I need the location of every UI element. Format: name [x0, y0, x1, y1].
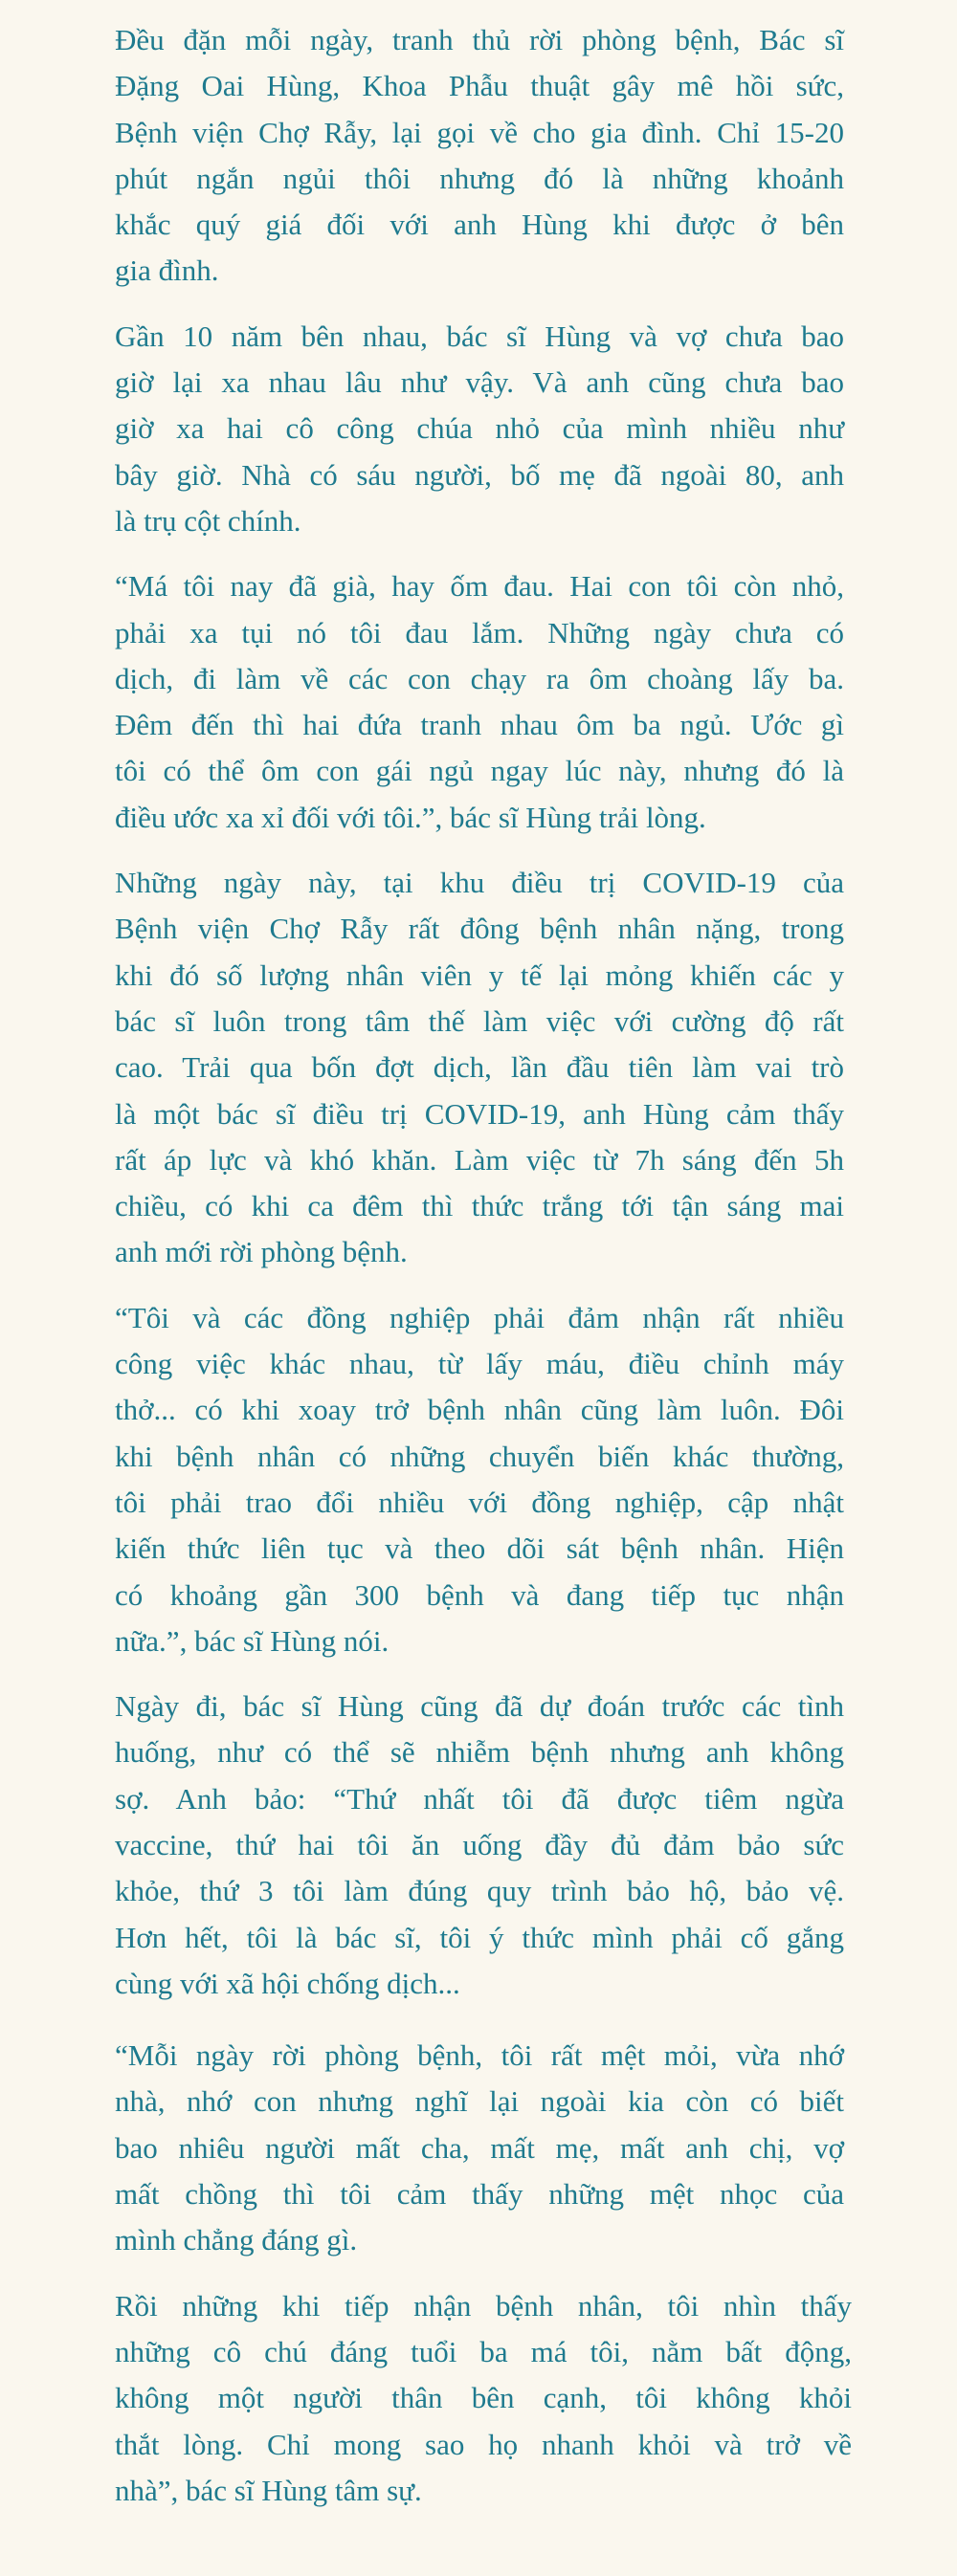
- paragraph-line: mất chồng thì tôi cảm thấy những mệt nhọc của: [115, 2177, 844, 2212]
- paragraph-line: nhà, nhớ con nhưng nghĩ lại ngoài kia còn có biết: [115, 2084, 844, 2119]
- paragraph-line: Những ngày này, tại khu điều trị COVID-19 của: [115, 866, 844, 900]
- paragraph-line: giờ lại xa nhau lâu như vậy. Và anh cũng chưa bao: [115, 365, 844, 400]
- paragraph-line: bây giờ. Nhà có sáu người, bố mẹ đã ngoài 80, anh: [115, 457, 844, 492]
- article-paragraph: [115, 860, 844, 1276]
- paragraph-line: tôi phải trao đổi nhiều với đồng nghiệp, cập nhật: [115, 1485, 844, 1519]
- paragraph-line: rất áp lực và khó khăn. Làm việc từ 7h sáng đến 5h: [115, 1142, 844, 1177]
- paragraph-line: gia đình.: [115, 253, 219, 288]
- paragraph-line: Hơn hết, tôi là bác sĩ, tôi ý thức mình phải cố gắng: [115, 1920, 844, 1954]
- article-paragraph: [115, 17, 844, 295]
- paragraph-line: bác sĩ luôn trong tâm thế làm việc với cường độ rất: [115, 1003, 844, 1038]
- paragraph-line: sợ. Anh bảo: “Thứ nhất tôi đã được tiêm ngừa: [115, 1781, 844, 1816]
- article-paragraph: [115, 2283, 852, 2514]
- paragraph-line: khi bệnh nhân có những chuyển biến khác thường,: [115, 1439, 844, 1473]
- paragraph-line: cùng với xã hội chống dịch...: [115, 1966, 460, 2000]
- paragraph-line: Đặng Oai Hùng, Khoa Phẫu thuật gây mê hồi sức,: [115, 69, 844, 103]
- paragraph-line: thở... có khi xoay trở bệnh nhân cũng làm luôn. Đôi: [115, 1393, 844, 1427]
- article-paragraph: [115, 1684, 844, 2007]
- paragraph-line: có khoảng gần 300 bệnh và đang tiếp tục nhận: [115, 1577, 844, 1612]
- paragraph-line: Ngày đi, bác sĩ Hùng cũng đã dự đoán trước các tình: [115, 1689, 844, 1724]
- paragraph-line: kiến thức liên tục và theo dõi sát bệnh nhân. Hiện: [115, 1531, 844, 1566]
- paragraph-line: anh mới rời phòng bệnh.: [115, 1235, 408, 1269]
- paragraph-line: dịch, đi làm về các con chạy ra ôm choàng lấy ba.: [115, 661, 844, 695]
- paragraph-line: chiều, có khi ca đêm thì thức trắng tới tận sáng mai: [115, 1189, 844, 1223]
- paragraph-line: bao nhiêu người mất cha, mất mẹ, mất anh chị, vợ: [115, 2130, 844, 2165]
- paragraph-line: là trụ cột chính.: [115, 503, 301, 538]
- paragraph-line: cao. Trải qua bốn đợt dịch, lần đầu tiên làm vai trò: [115, 1050, 844, 1085]
- paragraph-line: mình chẳng đáng gì.: [115, 2223, 358, 2257]
- paragraph-line: không một người thân bên cạnh, tôi không khỏi: [115, 2381, 852, 2415]
- paragraph-line: “Má tôi nay đã già, hay ốm đau. Hai con tôi còn nhỏ,: [115, 569, 844, 604]
- article-paragraph: [115, 2033, 844, 2263]
- paragraph-line: “Tôi và các đồng nghiệp phải đảm nhận rất nhiều: [115, 1300, 844, 1334]
- paragraph-line: Đều đặn mỗi ngày, tranh thủ rời phòng bệnh, Bác sĩ: [115, 23, 844, 56]
- paragraph-line: phút ngắn ngủi thôi nhưng đó là những khoảnh: [115, 161, 844, 195]
- paragraph-line: huống, như có thể sẽ nhiễm bệnh nhưng anh không: [115, 1735, 844, 1770]
- paragraph-line: Gần 10 năm bên nhau, bác sĩ Hùng và vợ chưa bao: [115, 319, 844, 353]
- paragraph-line: là một bác sĩ điều trị COVID-19, anh Hùng cảm thấy: [115, 1096, 844, 1131]
- paragraph-line: công việc khác nhau, từ lấy máu, điều chỉnh máy: [115, 1347, 844, 1381]
- article-paragraph: [115, 1295, 844, 1664]
- paragraph-line: điều ước xa xỉ đối với tôi.”, bác sĩ Hùng trải lòng.: [115, 800, 706, 834]
- paragraph-line: khắc quý giá đối với anh Hùng khi được ở bên: [115, 208, 844, 242]
- paragraph-line: thắt lòng. Chỉ mong sao họ nhanh khỏi và trở về: [115, 2427, 852, 2461]
- paragraph-line: Bệnh viện Chợ Rẫy rất đông bệnh nhân nặng, trong: [115, 912, 844, 946]
- paragraph-line: “Mỗi ngày rời phòng bệnh, tôi rất mệt mỏi, vừa nhớ: [115, 2038, 844, 2073]
- paragraph-line: vaccine, thứ hai tôi ăn uống đầy đủ đảm bảo sức: [115, 1827, 844, 1861]
- paragraph-line: giờ xa hai cô công chúa nhỏ của mình nhiều như: [115, 411, 844, 446]
- paragraph-line: tôi có thể ôm con gái ngủ ngay lúc này, nhưng đó là: [115, 754, 844, 788]
- paragraph-line: Bệnh viện Chợ Rẫy, lại gọi về cho gia đình. Chỉ 15-20: [115, 115, 844, 149]
- paragraph-line: Đêm đến thì hai đứa tranh nhau ôm ba ngủ. Ước gì: [115, 708, 844, 742]
- paragraph-line: nữa.”, bác sĩ Hùng nói.: [115, 1623, 389, 1658]
- article-paragraph: [115, 563, 844, 841]
- paragraph-line: Rồi những khi tiếp nhận bệnh nhân, tôi nhìn thấy: [115, 2288, 852, 2323]
- paragraph-line: khi đó số lượng nhân viên y tế lại mỏng khiến các y: [115, 958, 844, 992]
- article-paragraph: [115, 314, 844, 544]
- paragraph-line: những cô chú đáng tuổi ba má tôi, nằm bất động,: [115, 2334, 852, 2368]
- paragraph-line: khỏe, thứ 3 tôi làm đúng quy trình bảo hộ, bảo vệ.: [115, 1874, 844, 1908]
- paragraph-line: nhà”, bác sĩ Hùng tâm sự.: [115, 2473, 422, 2507]
- paragraph-line: phải xa tụi nó tôi đau lắm. Những ngày chưa có: [115, 615, 844, 650]
